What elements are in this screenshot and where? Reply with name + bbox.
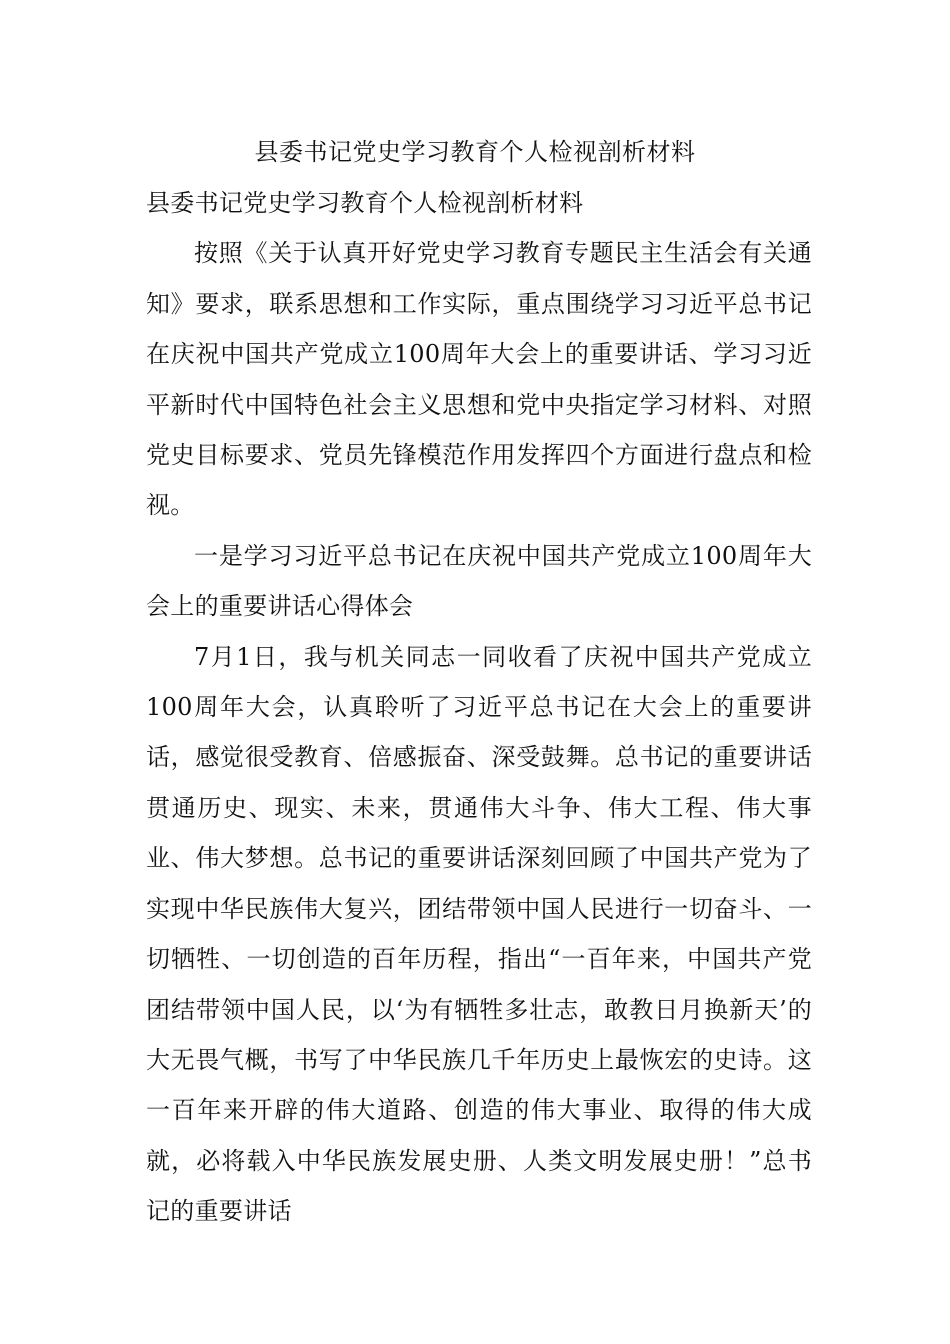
document-title: 县委书记党史学习教育个人检视剖析材料	[254, 138, 696, 166]
document-body	[146, 178, 812, 1237]
body-heading: 县委书记党史学习教育个人检视剖析材料	[146, 189, 584, 217]
paragraph-section-heading: 一是学习习近平总书记在庆祝中国共产党成立100周年大会上的重要讲话心得体会	[146, 541, 812, 621]
paragraph-body: 7月1日，我与机关同志一同收看了庆祝中国共产党成立100周年大会，认真聆听了习近平总书记在大会上的重要讲话，感觉很受教育、倍感振奋、深受鼓舞。总书记的重要讲话贯通历史、现实、未来，贯通伟大斗争、伟大工程、伟大事业、伟大梦想。总书记的重要讲话深刻回顾了中国共产党为了实现中华民族伟大复兴，团结带领中国人民进行一切奋斗、一切牺牲、一切创造的百年历程，指出“一百年来，中国共产党团结带领中国人民，以‘为有牺牲多壮志，敢教日月换新天’的大无畏气概，书写了中华民族几千年历史上最恢宏的史诗。这一百年来开辟的伟大道路、创造的伟大事业、取得的伟大成就，必将载入中华民族发展史册、人类文明发展史册！”总书记的重要讲话	[146, 642, 812, 1226]
paragraph-intro: 按照《关于认真开好党史学习教育专题民主生活会有关通知》要求，联系思想和工作实际，重点围绕学习习近平总书记在庆祝中国共产党成立100周年大会上的重要讲话、学习习近平新时代中国特色社会主义思想和党中央指定学习材料、对照党史目标要求、党员先锋模范作用发挥四个方面进行盘点和检视。	[146, 239, 812, 520]
